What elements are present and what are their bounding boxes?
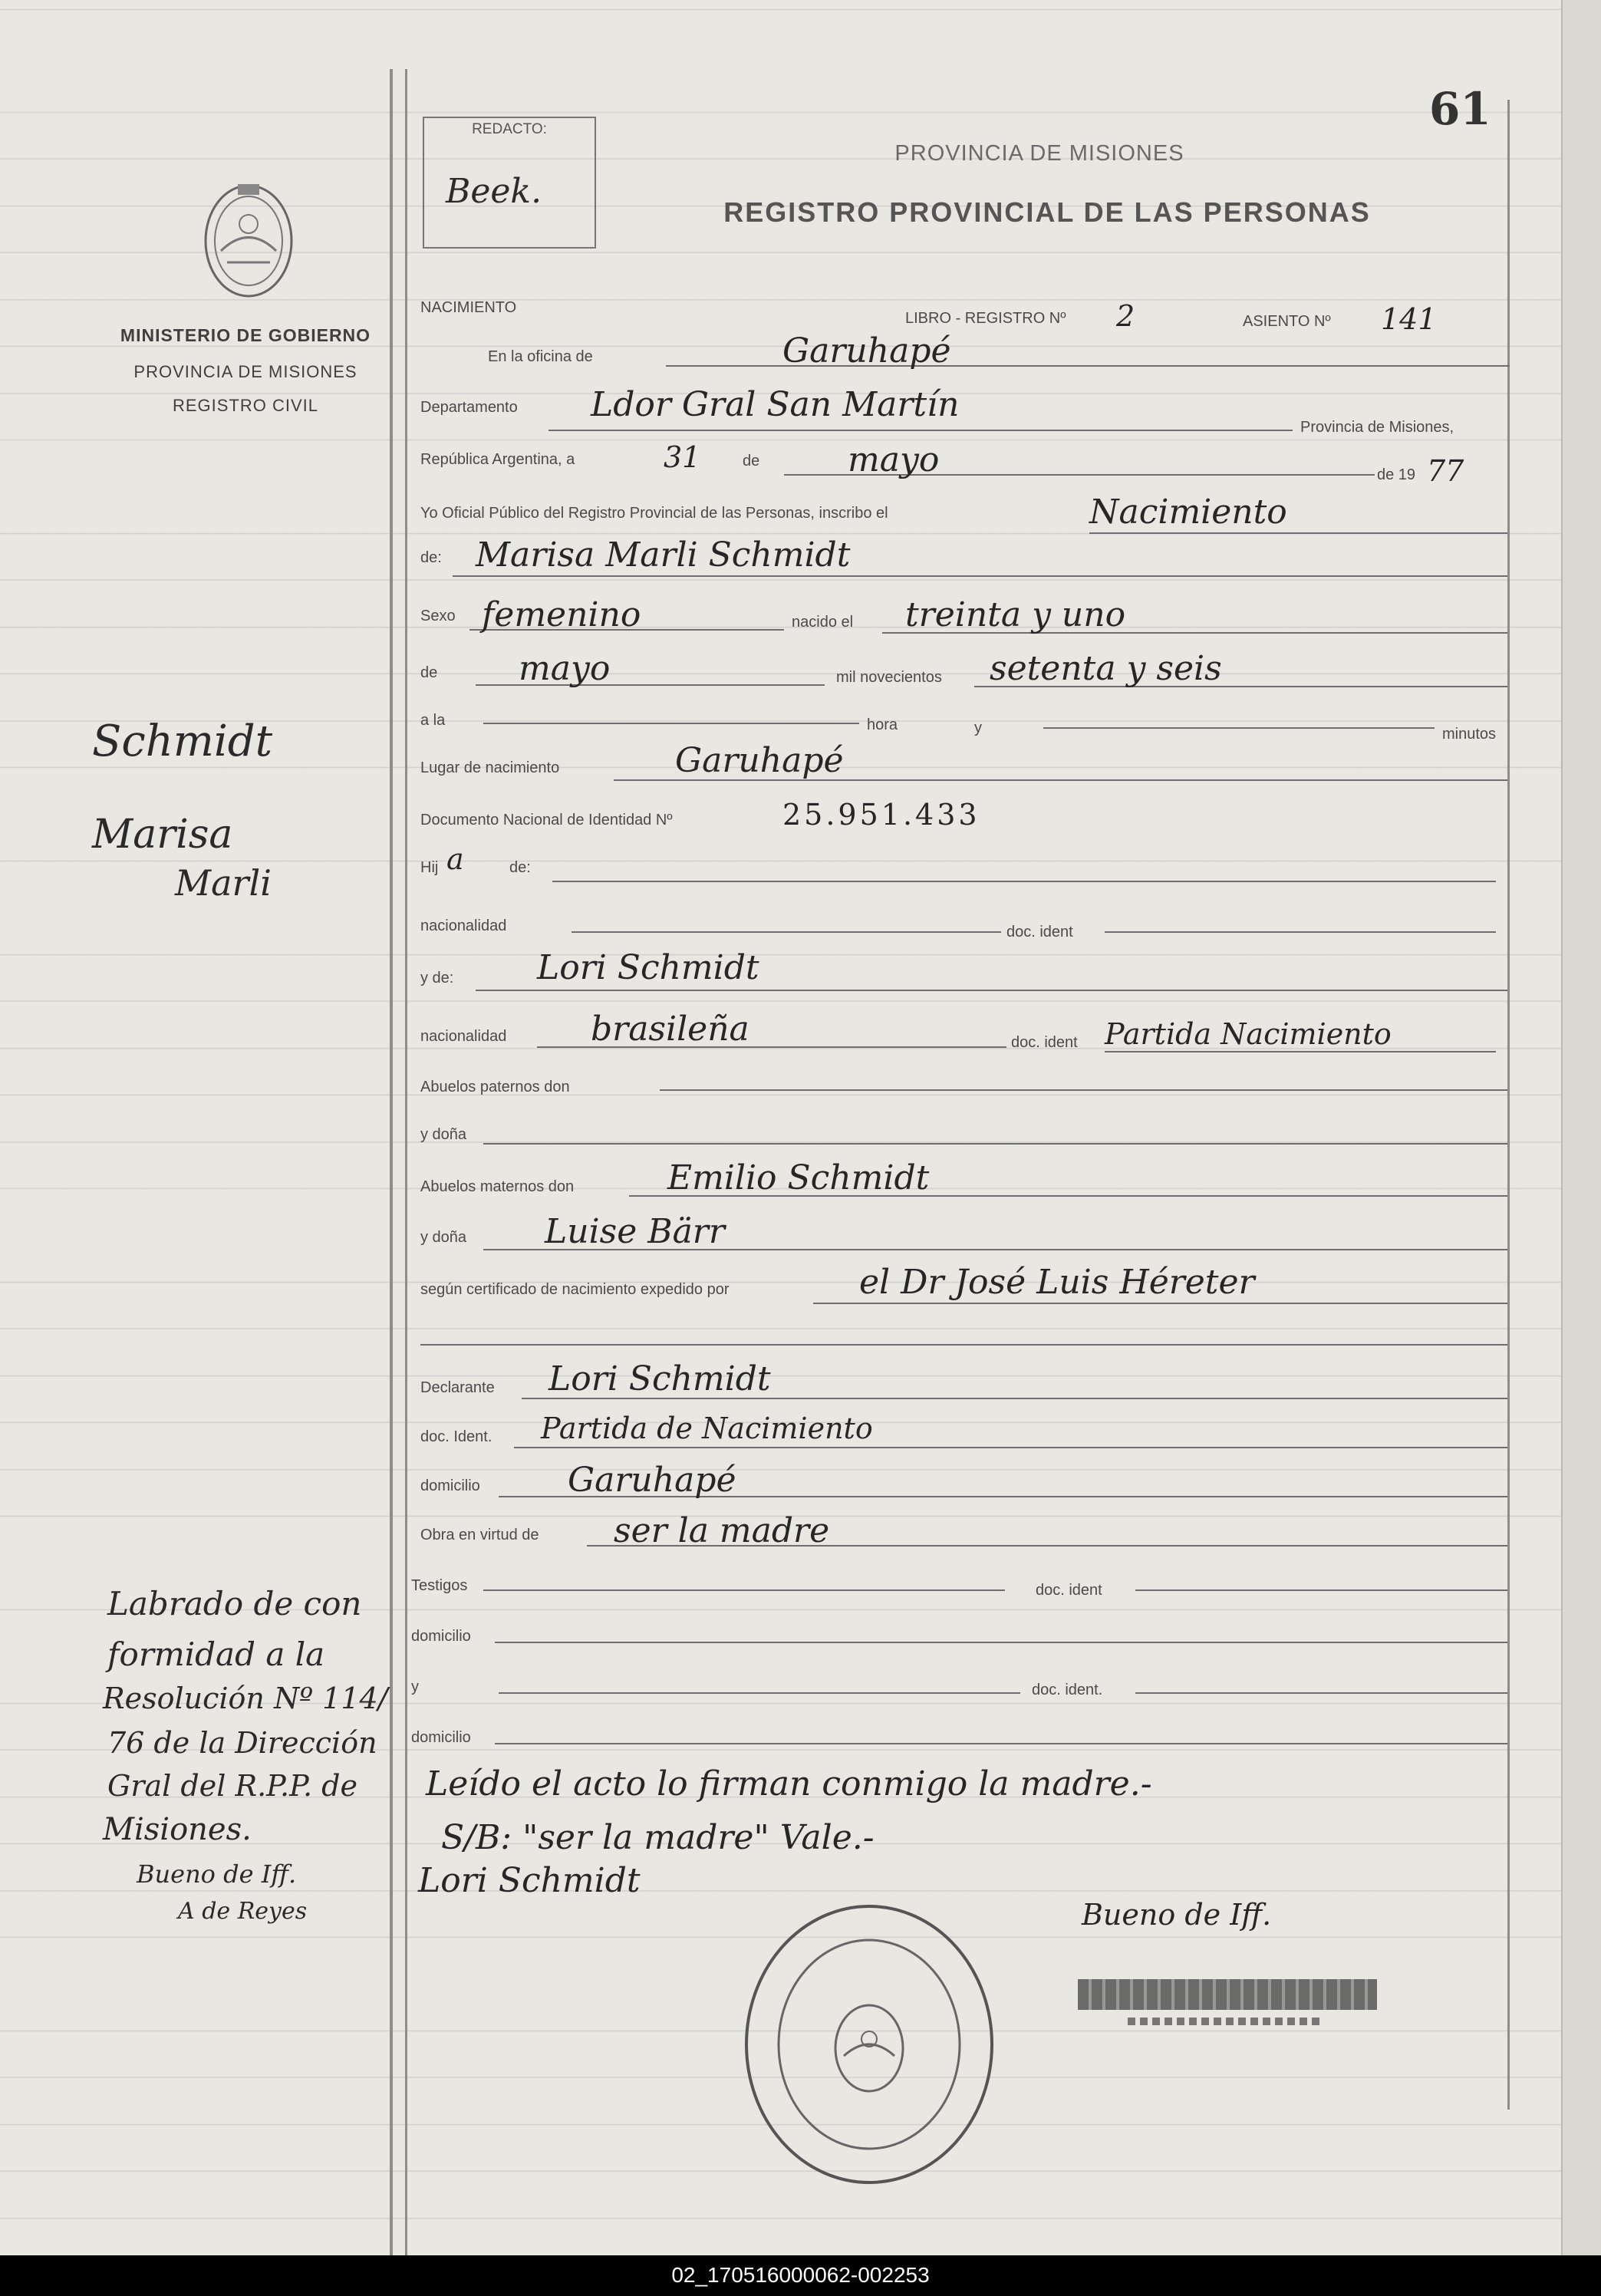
nacionalidad-madre-value: brasileña bbox=[591, 1010, 749, 1049]
dni-value: 25.951.433 bbox=[782, 798, 980, 832]
oficina-label: En la oficina de bbox=[488, 348, 593, 365]
testigo-1-domicilio-label: domicilio bbox=[411, 1628, 471, 1645]
nacido-anio-value: setenta y seis bbox=[990, 649, 1222, 688]
footer-code: 02_170516000062-002253 bbox=[671, 2263, 930, 2287]
obra-label: Obra en virtud de bbox=[420, 1527, 539, 1543]
hora-line bbox=[483, 723, 859, 724]
leido-text: Leído el acto lo firman conmigo la madre.- bbox=[426, 1764, 1152, 1804]
dni-label: Documento Nacional de Identidad Nº bbox=[420, 812, 673, 828]
asiento-value: 141 bbox=[1381, 302, 1437, 336]
departamento-line bbox=[548, 430, 1293, 431]
margin-rule bbox=[405, 69, 407, 2255]
doc-ident-line bbox=[1105, 931, 1496, 933]
y-de-label: y de: bbox=[420, 970, 454, 987]
abuela-paterna-line bbox=[483, 1143, 1507, 1145]
abuelo-paterno-line bbox=[660, 1089, 1507, 1091]
madre-line bbox=[476, 990, 1507, 991]
anio-label: de 19 bbox=[1377, 466, 1416, 483]
dia-value: 31 bbox=[664, 440, 701, 474]
margin-given-name-1: Marisa bbox=[92, 812, 233, 858]
domicilio-value: Garuhapé bbox=[568, 1461, 736, 1500]
margin-note-line: 76 de la Dirección bbox=[107, 1726, 377, 1760]
provincial-emblem-icon bbox=[198, 178, 299, 308]
obra-value: ser la madre bbox=[614, 1511, 830, 1550]
minutos-label: minutos bbox=[1442, 726, 1497, 743]
margin-note-line: formidad a la bbox=[107, 1636, 325, 1673]
abuela-materna-value: Luise Bärr bbox=[545, 1212, 725, 1251]
anio-value: 77 bbox=[1427, 454, 1464, 488]
doc-ident-madre-label: doc. ident bbox=[1011, 1034, 1078, 1051]
redacto-box bbox=[423, 117, 596, 249]
libro-value: 2 bbox=[1116, 299, 1135, 333]
section-label: NACIMIENTO bbox=[420, 299, 517, 316]
nacionalidad-madre-label: nacionalidad bbox=[420, 1028, 507, 1045]
redacto-label: REDACTO: bbox=[472, 121, 547, 137]
testigo-2-line bbox=[499, 1692, 1020, 1694]
page-number: 61 bbox=[1429, 83, 1491, 135]
doc-ident-label: doc. ident bbox=[1006, 924, 1073, 940]
y-label: y bbox=[974, 720, 982, 736]
nombre-line bbox=[453, 575, 1507, 577]
oficial-text: Yo Oficial Público del Registro Provincial de las Personas, inscribo el bbox=[420, 505, 888, 522]
province-subheading: PROVINCIA DE MISIONES bbox=[133, 362, 357, 381]
margin-note-line: Gral del R.P.P. de bbox=[107, 1769, 357, 1803]
registry-subheading: REGISTRO CIVIL bbox=[172, 396, 319, 415]
testigo-1-doc-label: doc. ident bbox=[1036, 1582, 1102, 1599]
abuelos-maternos-label: Abuelos maternos don bbox=[420, 1178, 575, 1195]
de2-label: de bbox=[420, 664, 438, 681]
hija-label: Hij bbox=[420, 859, 439, 876]
padre-line bbox=[552, 881, 1496, 882]
libro-label: LIBRO - REGISTRO Nº bbox=[905, 310, 1066, 327]
testigo-1-line bbox=[483, 1589, 1005, 1591]
testigo-2-domicilio-label: domicilio bbox=[411, 1729, 471, 1746]
nacido-dia-value: treinta y uno bbox=[905, 595, 1126, 634]
provincia-suffix: Provincia de Misiones, bbox=[1300, 419, 1454, 436]
official-seal-icon bbox=[743, 1902, 996, 2186]
ala-label: a la bbox=[420, 712, 446, 729]
testigo-2-doc-label: doc. ident. bbox=[1032, 1682, 1103, 1698]
y2-label: y bbox=[411, 1678, 419, 1695]
right-rule bbox=[1507, 100, 1510, 2110]
mes-value: mayo bbox=[848, 440, 940, 479]
lugar-label: Lugar de nacimiento bbox=[420, 759, 560, 776]
oficina-value: Garuhapé bbox=[782, 331, 951, 371]
departamento-value: Ldor Gral San Martín bbox=[591, 385, 960, 424]
nacido-label: nacido el bbox=[792, 614, 854, 631]
margin-surname: Schmidt bbox=[92, 716, 273, 766]
abuelo-materno-value: Emilio Schmidt bbox=[667, 1158, 930, 1197]
certificado-value: el Dr José Luis Héreter bbox=[859, 1263, 1255, 1302]
declarante-doc-label: doc. Ident. bbox=[420, 1428, 492, 1445]
acto-line bbox=[1089, 532, 1507, 534]
signature-oficial: Bueno de Iff. bbox=[1082, 1898, 1272, 1932]
sb-text: S/B: "ser la madre" Vale.- bbox=[441, 1818, 875, 1857]
ministry-heading: MINISTERIO DE GOBIERNO bbox=[120, 325, 371, 345]
margin-signature-1: Bueno de Iff. bbox=[137, 1860, 297, 1889]
nacido-mes-value: mayo bbox=[519, 649, 611, 688]
testigo-1-doc-line bbox=[1135, 1589, 1507, 1591]
de-label: de bbox=[743, 453, 760, 469]
declarante-doc-value: Partida de Nacimiento bbox=[541, 1412, 873, 1445]
de-nombre-label: de: bbox=[420, 549, 442, 566]
doc-ident-madre-line bbox=[1105, 1051, 1496, 1052]
certificado-label: según certificado de nacimiento expedido por bbox=[420, 1281, 730, 1298]
acto-value: Nacimiento bbox=[1089, 492, 1287, 532]
certificado-line-2 bbox=[420, 1344, 1507, 1346]
minutos-line bbox=[1043, 727, 1435, 729]
margin-given-name-2: Marli bbox=[175, 862, 272, 904]
page-edge bbox=[1561, 0, 1601, 2255]
margin-signature-2: A de Reyes bbox=[178, 1898, 308, 1925]
nombre-value: Marisa Marli Schmidt bbox=[476, 535, 851, 575]
testigo-2-doc-line bbox=[1135, 1692, 1507, 1694]
testigo-1-domicilio-line bbox=[495, 1642, 1507, 1643]
certificado-line bbox=[813, 1303, 1507, 1304]
asiento-label: ASIENTO Nº bbox=[1243, 313, 1331, 330]
redacto-initials: Beek. bbox=[446, 172, 542, 211]
departamento-label: Departamento bbox=[420, 399, 518, 416]
hija-suffix: a bbox=[446, 842, 464, 876]
testigo-2-domicilio-line bbox=[495, 1743, 1507, 1744]
margin-note-line: Resolución Nº 114/ bbox=[103, 1682, 388, 1715]
mil-label: mil novecientos bbox=[836, 669, 942, 686]
registry-title: REGISTRO PROVINCIAL DE LAS PERSONAS bbox=[723, 196, 1371, 228]
republica-label: República Argentina, a bbox=[420, 451, 575, 468]
hija-de-label: de: bbox=[509, 859, 531, 876]
stamp-mark bbox=[1128, 2018, 1319, 2025]
signature-madre: Lori Schmidt bbox=[418, 1861, 641, 1900]
y-dona-paterna-label: y doña bbox=[420, 1126, 467, 1143]
sexo-value: femenino bbox=[482, 595, 641, 634]
margin-note-line: Labrado de con bbox=[107, 1585, 362, 1622]
stamp-mark bbox=[1078, 1979, 1377, 2010]
y-dona-materna-label: y doña bbox=[420, 1229, 467, 1246]
declarante-value: Lori Schmidt bbox=[548, 1359, 771, 1398]
declarante-label: Declarante bbox=[420, 1379, 495, 1396]
nacionalidad-label: nacionalidad bbox=[420, 917, 507, 934]
doc-ident-madre-value: Partida Nacimiento bbox=[1105, 1017, 1392, 1051]
lugar-value: Garuhapé bbox=[675, 741, 844, 780]
margin-note-line: Misiones. bbox=[103, 1812, 252, 1847]
abuelos-paternos-label: Abuelos paternos don bbox=[420, 1079, 570, 1095]
domicilio-label: domicilio bbox=[420, 1477, 480, 1494]
hora-label: hora bbox=[867, 716, 898, 733]
province-title: PROVINCIA DE MISIONES bbox=[894, 141, 1184, 166]
declarante-doc-line bbox=[514, 1447, 1507, 1448]
sexo-label: Sexo bbox=[420, 608, 456, 624]
margin-rule bbox=[390, 69, 393, 2255]
madre-value: Lori Schmidt bbox=[537, 948, 759, 987]
nacionalidad-line bbox=[572, 931, 1001, 933]
testigos-label: Testigos bbox=[411, 1577, 468, 1594]
